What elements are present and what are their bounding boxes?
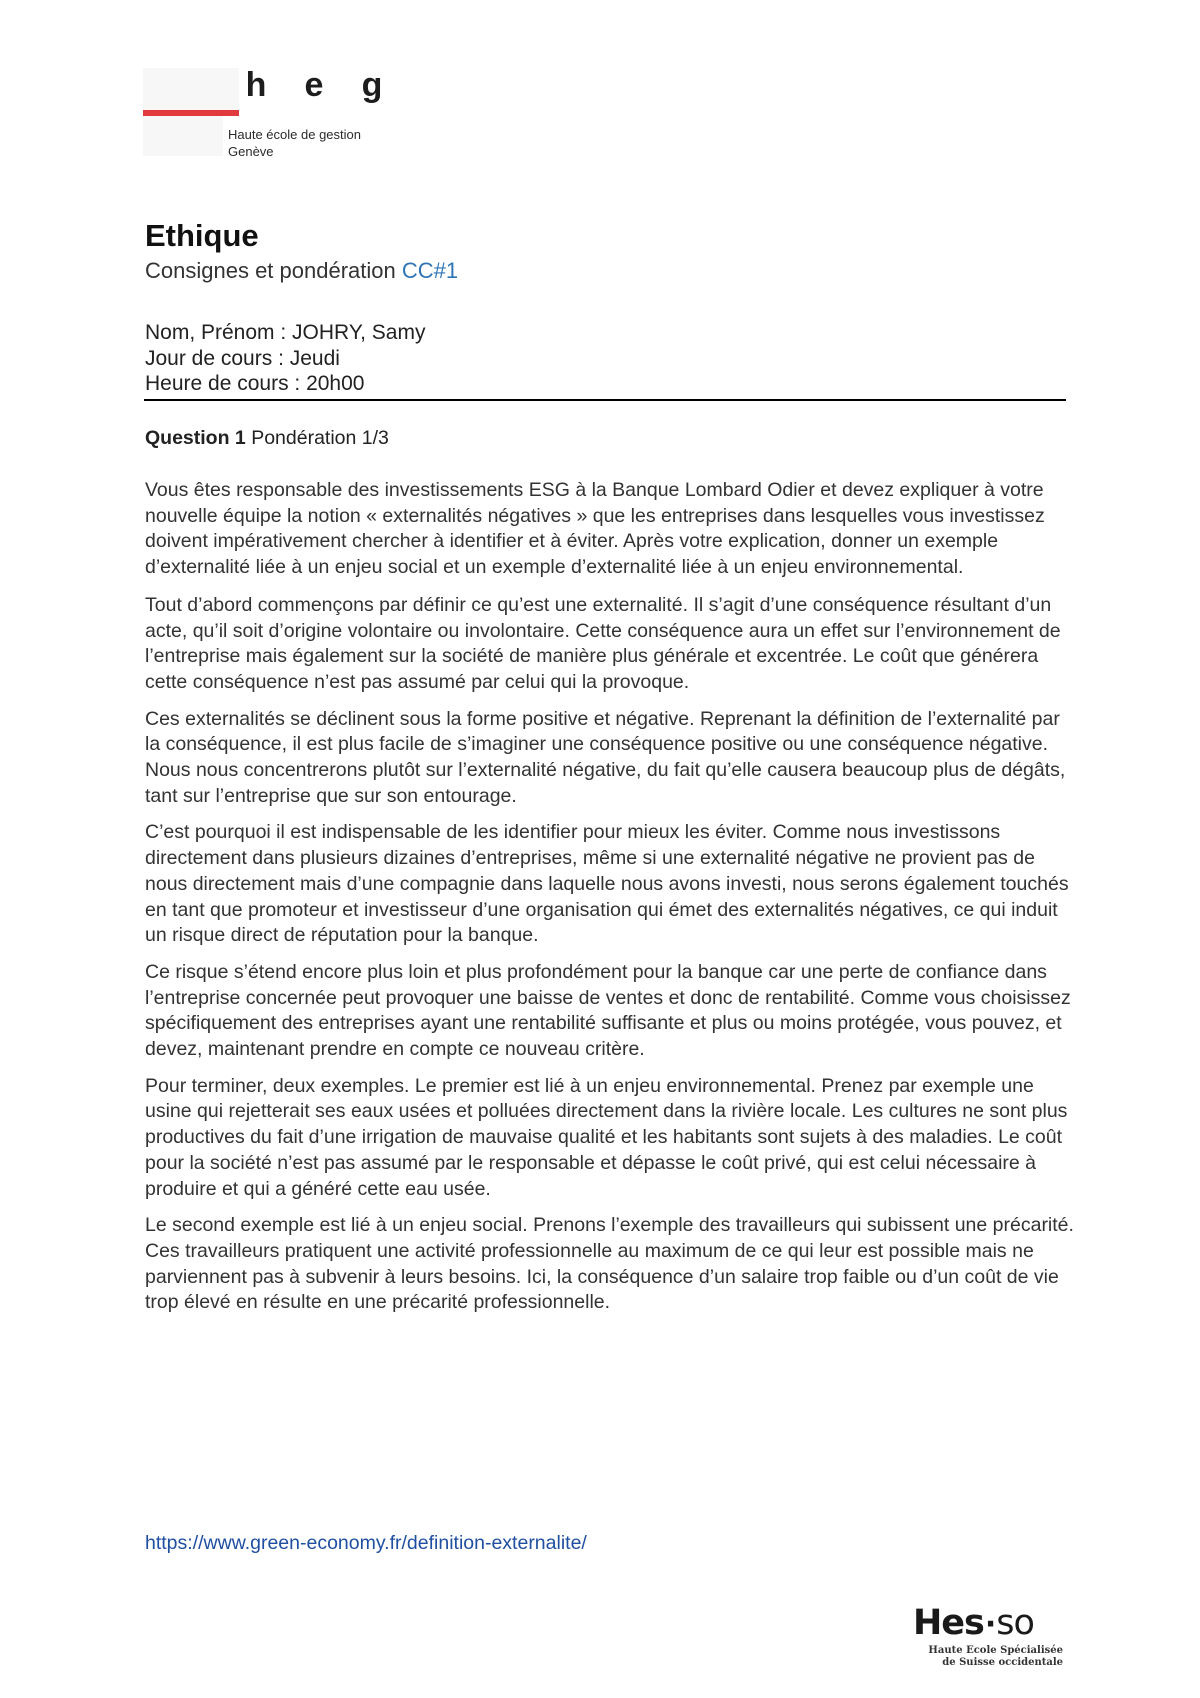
- wordmark-hes: Hes: [913, 1603, 984, 1643]
- tagline-line1: Haute Ecole Spécialisée: [928, 1645, 1063, 1656]
- logo-grey-block-lower: [143, 116, 223, 156]
- question-label: Question 1: [145, 427, 246, 449]
- course-time: Heure de cours : 20h00: [145, 372, 365, 395]
- hes-so-logo: [913, 1605, 1063, 1675]
- logo-grey-block: [143, 68, 239, 112]
- student-info: [145, 320, 425, 397]
- hes-so-tagline: [913, 1645, 1063, 1669]
- student-name: Nom, Prénom : JOHRY, Samy: [145, 321, 426, 344]
- header-divider: [144, 399, 1066, 401]
- answer-body: [145, 478, 1075, 1327]
- question-heading: [145, 427, 389, 450]
- paragraph: Ce risque s’étend encore plus loin et plus profondément pour la banque car une perte de confiance dans l’entreprise concernée peut provoquer une baisse de ventes et donc de rentabilité. Comme vous choisissez spécifiquement des entreprises ayant une rentabilité suffisante et plus ou moins protégée, vous pouvez, et devez, maintenant prendre en compte ce nouveau critère.: [145, 960, 1071, 1061]
- paragraph: Tout d’abord commençons par définir ce qu’est une externalité. Il s’agit d’une conséquence résultant d’un acte, qu’il soit d’origine volontaire ou involontaire. Cette conséquence aura un effet sur l’environnement de l’entreprise mais également sur la société de manière plus générale et excentrée. Le coût que générera cette conséquence n’est pas assumé par celui qui la provoque.: [145, 593, 1061, 693]
- logo-letter-g: g: [361, 66, 383, 104]
- subtitle-text: Consignes et pondération: [145, 258, 396, 283]
- logo-caption: [228, 126, 361, 160]
- question-weight: Pondération 1/3: [251, 427, 389, 449]
- document-title: Ethique: [145, 218, 259, 253]
- logo-caption-line2: Genève: [228, 144, 274, 159]
- paragraph-prompt: Vous êtes responsable des investissements ESG à la Banque Lombard Odier et devez expliquer à votre nouvelle équipe la notion « externalités négatives » que les entreprises dans lesquelles vous investissez doivent impérativement chercher à identifier et à éviter. Après votre explication, donner un exemple d’externalité liée à un enjeu social et un exemple d’externalité liée à un enjeu environnemental.: [145, 479, 1045, 579]
- tagline-line2: de Suisse occidentale: [942, 1657, 1063, 1668]
- subtitle-code: CC#1: [401, 258, 459, 283]
- wordmark-so: so: [996, 1603, 1034, 1643]
- logo-letter-e: e: [304, 66, 324, 104]
- logo-letters: [227, 66, 401, 105]
- wordmark-dot: ·: [984, 1607, 996, 1642]
- logo-letter-h: h: [245, 66, 267, 104]
- document-subtitle: [145, 258, 458, 284]
- paragraph: Le second exemple est lié à un enjeu social. Prenons l’exemple des travailleurs qui subissent une précarité. Ces travailleurs pratiquent une activité professionnelle au maximum de ce qui leur est possible mais ne parviennent pas à subvenir à leurs besoins. Ici, la conséquence d’un salaire trop faible ou d’un coût de vie trop élevé en résulte en une précarité professionnelle.: [145, 1214, 1074, 1314]
- paragraph: C’est pourquoi il est indispensable de les identifier pour mieux les éviter. Comme nous investissons directement dans plusieurs dizaines d’entreprises, même si une externalité négative ne provient pas de nous directement mais d’une compagnie dans laquelle nous avons investi, nous serons également touchés en tant que promoteur et investisseur d’une organisation qui émet des externalités négatives, ce qui induit un risque direct de réputation pour la banque.: [145, 821, 1069, 947]
- hes-so-wordmark: [913, 1605, 1063, 1643]
- heg-logo: [143, 68, 403, 168]
- source-link[interactable]: https://www.green-economy.fr/definition-externalite/: [145, 1532, 587, 1554]
- paragraph: Ces externalités se déclinent sous la forme positive et négative. Reprenant la définition de l’externalité par la conséquence, il est plus facile de s’imaginer une conséquence positive ou une conséquence négative. Nous nous concentrerons plutôt sur l’externalité négative, du fait qu’elle causera beaucoup plus de dégâts, tant sur l’entreprise que sur son entourage.: [145, 707, 1066, 807]
- course-day: Jour de cours : Jeudi: [145, 346, 340, 370]
- logo-caption-line1: Haute école de gestion: [228, 127, 361, 142]
- paragraph: Pour terminer, deux exemples. Le premier est lié à un enjeu environnemental. Prenez par exemple une usine qui rejetterait ses eaux usées et polluées directement dans la rivière locale. Les cultures ne sont plus productives du fait d’une irrigation de mauvaise qualité et les habitants sont sujets à des maladies. Le coût pour la société n’est pas assumé par le responsable et dépasse le coût privé, qui est celui nécessaire à produire et qui a généré cette eau usée.: [145, 1074, 1068, 1200]
